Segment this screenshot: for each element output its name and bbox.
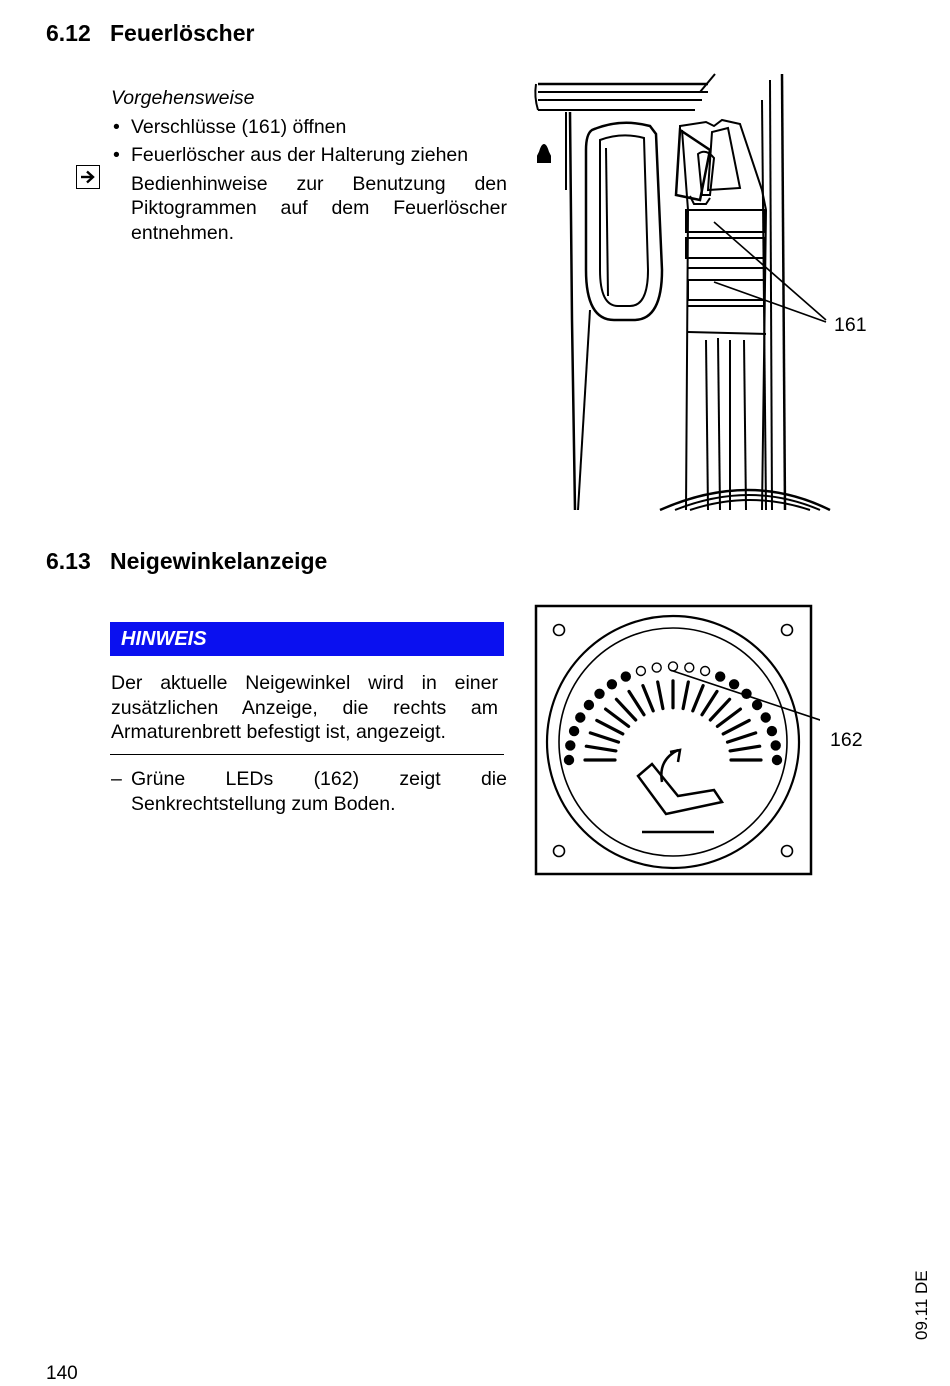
gauge-tick (702, 691, 717, 714)
procedure-label: Vorgehensweise (111, 87, 255, 109)
led-green-dot (652, 663, 661, 672)
led-green-dot (669, 662, 678, 671)
gauge-tick (597, 720, 623, 734)
list-item: • Feuerlöscher aus der Halterung ziehen (111, 143, 507, 168)
led-dot (566, 741, 575, 750)
section-title: Neigewinkelanzeige (110, 548, 328, 574)
notice-paragraph (111, 671, 498, 745)
led-green-dot (636, 667, 645, 676)
list-item: • Verschlüsse (161) öffnen (111, 115, 507, 140)
dash-list-item (111, 767, 507, 816)
gauge-tick (683, 682, 688, 709)
procedure-block (111, 86, 507, 245)
section-613-heading (46, 547, 327, 575)
gauge-tick (616, 699, 635, 720)
section-612-heading (46, 19, 254, 47)
gauge-tick (730, 746, 760, 751)
led-dot (607, 680, 616, 689)
figure-callout-161: 161 (834, 314, 867, 336)
arrow-right-icon (76, 165, 100, 189)
section-title: Feuerlöscher (110, 20, 255, 46)
page-number: 140 (46, 1363, 78, 1384)
gauge-tick (606, 709, 629, 726)
led-dot (771, 741, 780, 750)
gauge-tick (710, 699, 729, 720)
led-dot (584, 701, 593, 710)
notice-line: Armaturenbrett befestigt ist, angezeigt. (111, 721, 446, 743)
dash-line: Grüne LEDs (162) zeigt die (131, 768, 507, 790)
note-paragraph (111, 172, 507, 246)
gauge-tick (586, 746, 616, 751)
gauge-tick (723, 720, 749, 734)
fire-extinguisher-illustration (530, 70, 870, 515)
led-dot (570, 727, 579, 736)
led-dot (773, 756, 782, 765)
led-dot (576, 713, 585, 722)
led-green-dot (701, 667, 710, 676)
note-line: Piktogrammen auf dem Feuerlöscher (131, 197, 507, 219)
gauge-tick (728, 733, 756, 742)
led-dot (767, 727, 776, 736)
led-dot (761, 713, 770, 722)
figure-callout-162: 162 (830, 729, 863, 751)
section-number: 6.13 (46, 548, 91, 574)
version-label: 09.11 DE (912, 1270, 931, 1340)
gauge-tick (717, 709, 740, 726)
gauge-tick (590, 733, 618, 742)
led-dot (565, 756, 574, 765)
tilt-indicator-illustration (530, 600, 820, 885)
gauge-tick (658, 682, 663, 709)
led-dot (716, 672, 725, 681)
led-dot (730, 680, 739, 689)
notice-line: Der aktuelle Neigewinkel wird in einer (111, 672, 498, 694)
led-dot (595, 689, 604, 698)
led-dot (621, 672, 630, 681)
dash-mark: – (111, 768, 122, 790)
note-line: entnehmen. (131, 221, 234, 244)
notice-banner: HINWEIS (110, 622, 504, 656)
led-dot (753, 701, 762, 710)
gauge-tick (693, 686, 703, 711)
note-line: Bedienhinweise zur Benutzung den (131, 172, 507, 195)
section-number: 6.12 (46, 20, 91, 46)
led-green-dot (685, 663, 694, 672)
notice-divider (110, 754, 504, 755)
dash-line: Senkrechtstellung zum Boden. (131, 792, 396, 815)
notice-line: zusätzlichen Anzeige, die rechts am (111, 696, 498, 719)
gauge-tick (643, 686, 653, 711)
gauge-tick (629, 691, 644, 714)
